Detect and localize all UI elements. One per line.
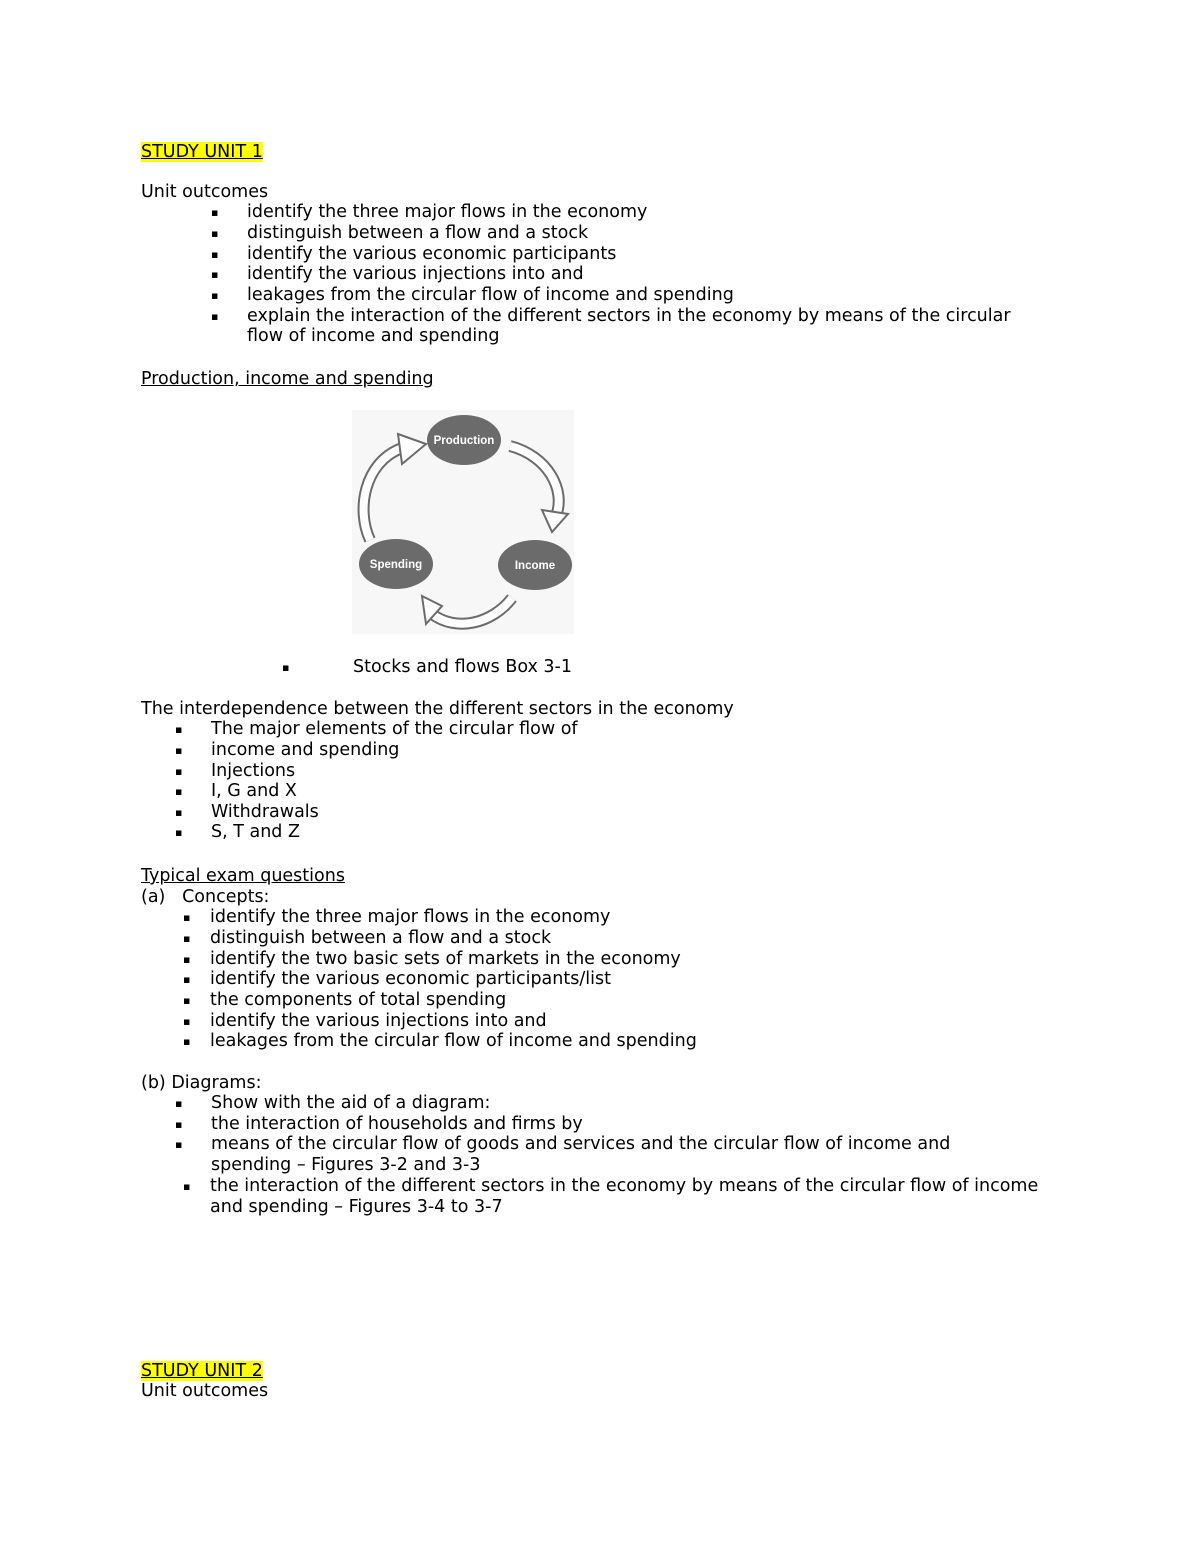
list-item: identify the two basic sets of markets in the economy <box>210 949 681 969</box>
bullet-icon: ▪ <box>175 1097 183 1110</box>
list-item: identify the various economic participants/list <box>210 969 611 989</box>
bullet-icon: ▪ <box>211 289 219 302</box>
list-item: identify the three major flows in the economy <box>247 202 648 222</box>
node-label-income: Income <box>514 560 556 572</box>
bullet-icon: ▪ <box>211 310 219 323</box>
bullet-icon: ▪ <box>211 248 219 261</box>
list-item: identify the various economic participants <box>247 244 617 264</box>
list-item-continuation: and spending – Figures 3-4 to 3-7 <box>210 1197 503 1217</box>
stocks-flows-item: Stocks and flows Box 3-1 <box>353 657 572 677</box>
section-title-production: Production, income and spending <box>141 369 434 389</box>
list-item: Withdrawals <box>211 802 319 822</box>
bullet-icon: ▪ <box>175 1138 183 1151</box>
diagrams-label: (b) Diagrams: <box>141 1073 262 1093</box>
bullet-icon: ▪ <box>183 973 191 986</box>
concepts-label: (a) Concepts: <box>141 887 270 907</box>
list-item: identify the various injections into and <box>210 1011 547 1031</box>
bullet-icon: ▪ <box>175 744 183 757</box>
bullet-icon: ▪ <box>211 227 219 240</box>
bullet-icon: ▪ <box>175 765 183 778</box>
list-item: Show with the aid of a diagram: <box>211 1093 491 1113</box>
bullet-icon: ▪ <box>183 911 191 924</box>
list-item: distinguish between a flow and a stock <box>210 928 552 948</box>
unit-1-outcomes-title: Unit outcomes <box>141 182 269 202</box>
list-item: identify the various injections into and <box>247 264 584 284</box>
list-item: means of the circular flow of goods and services and the circular flow of income and <box>211 1134 951 1154</box>
bullet-icon: ▪ <box>175 826 183 839</box>
node-spending <box>359 539 433 589</box>
list-item: I, G and X <box>211 781 297 801</box>
list-item: explain the interaction of the different sectors in the economy by means of the circular <box>247 306 1011 326</box>
study-unit-2-heading: STUDY UNIT 2 <box>141 1361 263 1381</box>
node-label-spending: Spending <box>369 559 423 571</box>
study-unit-1-heading: STUDY UNIT 1 <box>141 142 263 162</box>
list-item: the interaction of households and firms by <box>211 1114 583 1134</box>
bullet-icon: ▪ <box>183 1180 191 1193</box>
bullet-icon: ▪ <box>183 932 191 945</box>
bullet-icon: ▪ <box>175 806 183 819</box>
bullet-icon: ▪ <box>175 1118 183 1131</box>
list-item-continuation: spending – Figures 3-2 and 3-3 <box>211 1155 481 1175</box>
list-item: leakages from the circular flow of income and spending <box>210 1031 697 1051</box>
node-production <box>427 415 501 465</box>
list-item: identify the three major flows in the economy <box>210 907 611 927</box>
bullet-icon: ▪ <box>183 953 191 966</box>
list-item: leakages from the circular flow of income and spending <box>247 285 734 305</box>
bullet-icon: ▪ <box>175 723 183 736</box>
list-item: Injections <box>211 761 296 781</box>
list-item: S, T and Z <box>211 822 300 842</box>
list-item: income and spending <box>211 740 400 760</box>
bullet-icon: ▪ <box>175 785 183 798</box>
list-item: distinguish between a flow and a stock <box>247 223 589 243</box>
node-label-production: Production <box>433 435 495 447</box>
bullet-icon: ▪ <box>282 661 290 674</box>
node-income <box>498 540 572 590</box>
bullet-icon: ▪ <box>183 994 191 1007</box>
unit-2-outcomes-title: Unit outcomes <box>141 1381 269 1401</box>
bullet-icon: ▪ <box>211 268 219 281</box>
interdependence-title: The interdependence between the different sectors in the economy <box>141 699 734 719</box>
list-item-continuation: flow of income and spending <box>247 326 500 346</box>
bullet-icon: ▪ <box>211 206 219 219</box>
circular-flow-diagram <box>352 410 574 634</box>
list-item: the components of total spending <box>210 990 507 1010</box>
list-item: The major elements of the circular flow of <box>211 719 578 739</box>
bullet-icon: ▪ <box>183 1035 191 1048</box>
list-item: the interaction of the different sectors in the economy by means of the circular flow of income <box>210 1176 1039 1196</box>
exam-questions-title: Typical exam questions <box>141 866 345 886</box>
bullet-icon: ▪ <box>183 1015 191 1028</box>
